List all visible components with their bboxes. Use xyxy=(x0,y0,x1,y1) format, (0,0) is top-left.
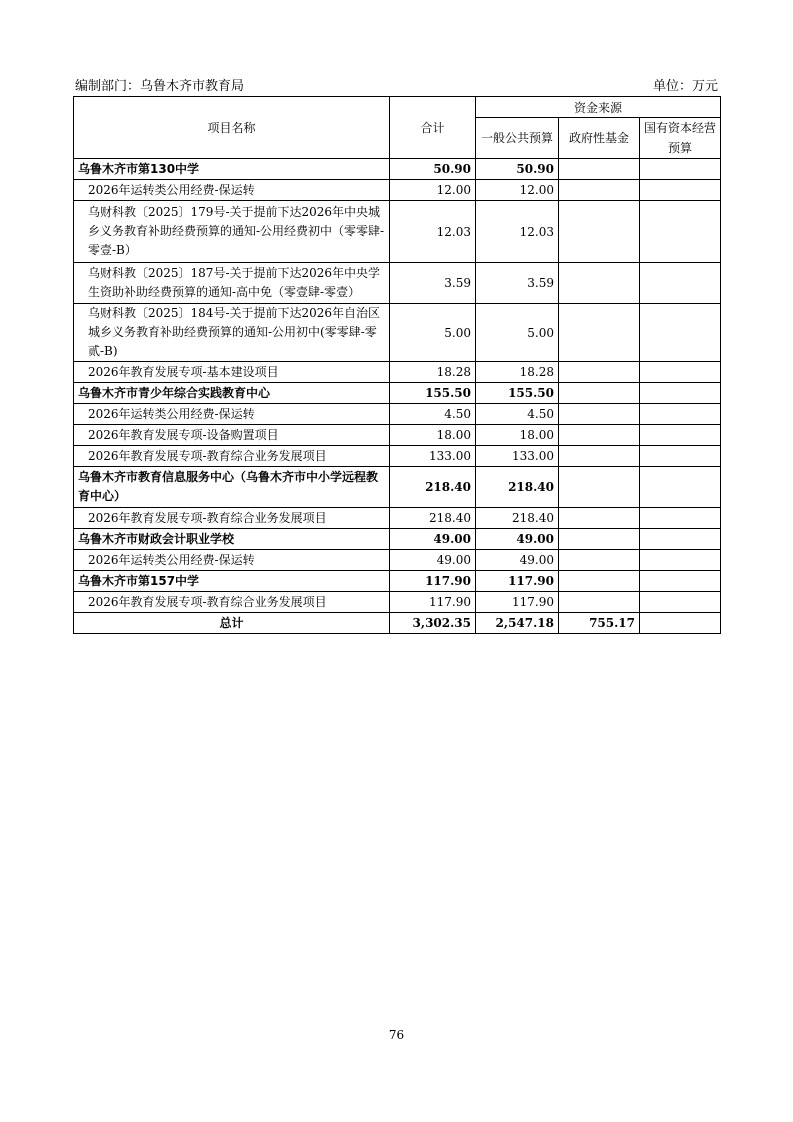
total-cell: 12.00 xyxy=(390,180,476,201)
table-header xyxy=(74,97,721,159)
total-cell: 18.28 xyxy=(390,362,476,383)
general-budget-cell: 117.90 xyxy=(476,592,559,613)
project-name-cell: 2026年教育发展专项-教育综合业务发展项目 xyxy=(74,592,390,613)
gov-fund-cell xyxy=(559,263,640,304)
project-row xyxy=(74,180,721,201)
col-header-general-budget: 一般公共预算 xyxy=(476,118,559,159)
unit-subtotal-row xyxy=(74,383,721,404)
total-cell: 5.00 xyxy=(390,304,476,362)
state-capital-cell xyxy=(640,508,721,529)
project-name-cell: 乌鲁木齐市第157中学 xyxy=(74,571,390,592)
col-header-state-capital: 国有资本经营预算 xyxy=(640,118,721,159)
project-name-cell: 2026年教育发展专项-基本建设项目 xyxy=(74,362,390,383)
grand-total-general-cell: 2,547.18 xyxy=(476,613,559,634)
state-capital-cell xyxy=(640,383,721,404)
total-cell: 50.90 xyxy=(390,159,476,180)
general-budget-cell: 12.03 xyxy=(476,201,559,263)
general-budget-cell: 218.40 xyxy=(476,467,559,508)
total-cell: 4.50 xyxy=(390,404,476,425)
gov-fund-cell xyxy=(559,180,640,201)
gov-fund-cell xyxy=(559,362,640,383)
general-budget-cell: 3.59 xyxy=(476,263,559,304)
project-name-cell: 2026年运转类公用经费-保运转 xyxy=(74,180,390,201)
general-budget-cell: 155.50 xyxy=(476,383,559,404)
general-budget-cell: 18.00 xyxy=(476,425,559,446)
general-budget-cell: 12.00 xyxy=(476,180,559,201)
project-row xyxy=(74,508,721,529)
col-header-gov-fund: 政府性基金 xyxy=(559,118,640,159)
state-capital-cell xyxy=(640,571,721,592)
project-row xyxy=(74,201,721,263)
project-row xyxy=(74,263,721,304)
state-capital-cell xyxy=(640,180,721,201)
project-row xyxy=(74,304,721,362)
gov-fund-cell xyxy=(559,571,640,592)
project-row xyxy=(74,446,721,467)
gov-fund-cell xyxy=(559,529,640,550)
grand-total-state-capital-cell xyxy=(640,613,721,634)
gov-fund-cell xyxy=(559,550,640,571)
state-capital-cell xyxy=(640,467,721,508)
gov-fund-cell xyxy=(559,467,640,508)
unit-subtotal-row xyxy=(74,467,721,508)
col-header-funding-source: 资金来源 xyxy=(476,97,721,118)
general-budget-cell: 50.90 xyxy=(476,159,559,180)
unit-subtotal-row xyxy=(74,571,721,592)
project-name-cell: 2026年教育发展专项-设备购置项目 xyxy=(74,425,390,446)
project-name-cell: 乌鲁木齐市第130中学 xyxy=(74,159,390,180)
general-budget-cell: 5.00 xyxy=(476,304,559,362)
total-cell: 49.00 xyxy=(390,550,476,571)
general-budget-cell: 18.28 xyxy=(476,362,559,383)
project-name-cell: 2026年教育发展专项-教育综合业务发展项目 xyxy=(74,508,390,529)
project-row xyxy=(74,362,721,383)
budget-table xyxy=(73,96,721,634)
project-row xyxy=(74,550,721,571)
state-capital-cell xyxy=(640,201,721,263)
gov-fund-cell xyxy=(559,304,640,362)
gov-fund-cell xyxy=(559,159,640,180)
general-budget-cell: 4.50 xyxy=(476,404,559,425)
col-header-total: 合计 xyxy=(390,97,476,159)
page-number: 76 xyxy=(388,1028,405,1042)
project-row xyxy=(74,425,721,446)
unit-subtotal-row xyxy=(74,529,721,550)
table-body xyxy=(74,159,721,634)
total-cell: 3.59 xyxy=(390,263,476,304)
state-capital-cell xyxy=(640,304,721,362)
state-capital-cell xyxy=(640,362,721,383)
total-cell: 12.03 xyxy=(390,201,476,263)
gov-fund-cell xyxy=(559,592,640,613)
general-budget-cell: 218.40 xyxy=(476,508,559,529)
total-cell: 155.50 xyxy=(390,383,476,404)
total-cell: 218.40 xyxy=(390,467,476,508)
project-name-cell: 乌财科教〔2025〕179号-关于提前下达2026年中央城乡义务教育补助经费预算的通知-公用经费初中（零零肆-零壹-B） xyxy=(74,201,390,263)
state-capital-cell xyxy=(640,263,721,304)
grand-total-cell: 3,302.35 xyxy=(390,613,476,634)
total-cell: 117.90 xyxy=(390,571,476,592)
grand-total-row xyxy=(74,613,721,634)
unit-subtotal-row xyxy=(74,159,721,180)
project-name-cell: 乌财科教〔2025〕184号-关于提前下达2026年自治区城乡义务教育补助经费预算的通知-公用初中(零零肆-零贰-B) xyxy=(74,304,390,362)
general-budget-cell: 117.90 xyxy=(476,571,559,592)
state-capital-cell xyxy=(640,446,721,467)
project-name-cell: 2026年运转类公用经费-保运转 xyxy=(74,550,390,571)
general-budget-cell: 49.00 xyxy=(476,550,559,571)
total-cell: 218.40 xyxy=(390,508,476,529)
total-cell: 49.00 xyxy=(390,529,476,550)
project-name-cell: 乌鲁木齐市财政会计职业学校 xyxy=(74,529,390,550)
project-name-cell: 2026年运转类公用经费-保运转 xyxy=(74,404,390,425)
gov-fund-cell xyxy=(559,508,640,529)
project-name-cell: 乌鲁木齐市教育信息服务中心（乌鲁木齐市中小学远程教育中心） xyxy=(74,467,390,508)
gov-fund-cell xyxy=(559,425,640,446)
state-capital-cell xyxy=(640,159,721,180)
project-row xyxy=(74,404,721,425)
project-name-cell: 2026年教育发展专项-教育综合业务发展项目 xyxy=(74,446,390,467)
state-capital-cell xyxy=(640,425,721,446)
total-cell: 133.00 xyxy=(390,446,476,467)
gov-fund-cell xyxy=(559,404,640,425)
state-capital-cell xyxy=(640,550,721,571)
unit-label: 单位：万元 xyxy=(652,79,718,94)
grand-total-label: 总计 xyxy=(74,613,390,634)
project-row xyxy=(74,592,721,613)
state-capital-cell xyxy=(640,592,721,613)
project-name-cell: 乌鲁木齐市青少年综合实践教育中心 xyxy=(74,383,390,404)
general-budget-cell: 49.00 xyxy=(476,529,559,550)
total-cell: 117.90 xyxy=(390,592,476,613)
total-cell: 18.00 xyxy=(390,425,476,446)
project-name-cell: 乌财科教〔2025〕187号-关于提前下达2026年中央学生资助补助经费预算的通知-高中免（零壹肆-零壹） xyxy=(74,263,390,304)
col-header-project-name: 项目名称 xyxy=(74,97,390,159)
general-budget-cell: 133.00 xyxy=(476,446,559,467)
gov-fund-cell xyxy=(559,446,640,467)
grand-total-gov-fund-cell: 755.17 xyxy=(559,613,640,634)
gov-fund-cell xyxy=(559,201,640,263)
state-capital-cell xyxy=(640,529,721,550)
state-capital-cell xyxy=(640,404,721,425)
compiling-department: 编制部门：乌鲁木齐市教育局 xyxy=(75,79,245,94)
gov-fund-cell xyxy=(559,383,640,404)
